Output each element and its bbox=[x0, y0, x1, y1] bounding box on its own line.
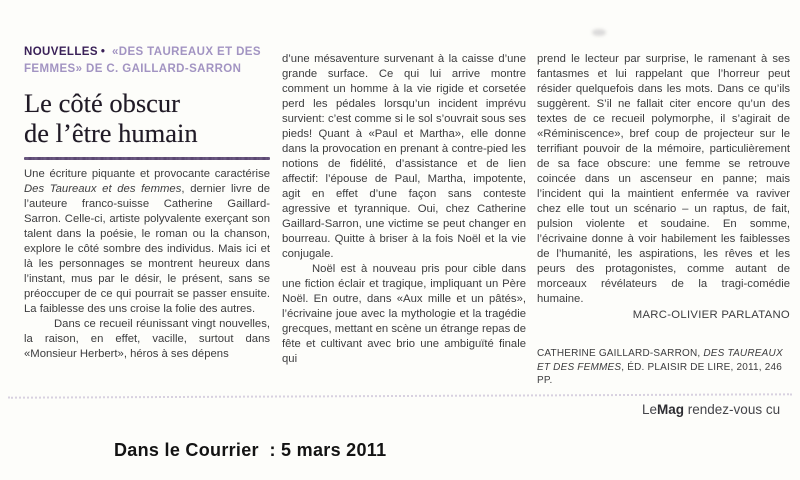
paragraph-3: d’une mésaventure survenant à la caisse d’une grande surface. Ce qui lui arrive montre comment un homme à la vie rigide et corsetée perd les pédales lorsqu’un incident imprévu survient: c’est comme si le sol s’ouvrait sous ses pieds! Quant à «Paul et Martha», elle donne dans la provocation en prenant à contre-pied les notions de fidélité, d’assistance et de lien affectif: l’épouse de Paul, Martha, impotente, agit en effet d’une façon sans conteste agressive et tyrannique. Oui, chez Catherine Gaillard-Sarron, une victime se peut changer en bourreau. Quitte à briser à la fois Noël et la vie conjugale. bbox=[282, 53, 526, 260]
book-reference bbox=[537, 347, 790, 388]
author-byline: MARC-OLIVIER PARLATANO bbox=[632, 309, 790, 321]
article-column-2 bbox=[282, 52, 526, 367]
paragraph-4: Noël est à nouveau pris pour cible dans une fiction éclair et tragique, impliquant un Père Noël. En outre, dans «Aux mille et un pâtés», l’écrivaine joue avec la mythologie et la tragédie grecques, mettant en scène un étrange repas de fête et cultivant avec brio une ambiguïté finale qui bbox=[282, 263, 526, 365]
book-title-italic: Des Taureaux et des femmes bbox=[24, 183, 182, 195]
scan-smudge bbox=[592, 29, 606, 36]
clipping-bottom-edge bbox=[8, 393, 792, 398]
lemag-masthead bbox=[642, 402, 800, 417]
headline-rule bbox=[24, 157, 270, 160]
paragraph-1-lead: Une écriture piquante et provocante caractérise bbox=[24, 168, 270, 180]
paragraph-1-rest: , dernier livre de l’auteure franco-suisse Catherine Gaillard-Sarron. Celle-ci, artiste polyvalente exerçant son talent dans la poésie, le roman ou la chanson, explore le côté sombre des individus. Mais ici et là les personnages se montrent heureux dans l’instant, mus par le désir, le présent, sans se préoccuper de ce qui pourrait se passer ensuite. La faiblesse des uns croise la folie des autres. bbox=[24, 183, 271, 315]
kicker-bullet-icon: • bbox=[100, 46, 106, 58]
article-column-3 bbox=[537, 52, 790, 388]
article-column-1 bbox=[24, 44, 270, 362]
reference-title-italic: DES TAUREAUX ET DES FEMMES bbox=[537, 348, 783, 373]
headline-line2: de l’être humain bbox=[24, 118, 198, 148]
paragraph-1 bbox=[24, 167, 270, 317]
section-kicker bbox=[24, 44, 270, 77]
paragraph-5: prend le lecteur par surprise, le ramenant à ses fantasmes et lui rappelant que l’horreur peut résider quelquefois dans les mots. Dans ce qu’ils suggèrent. S’il ne fallait citer encore qu’un des textes de ce recueil polymorphe, il s’agirait de «Réminiscence», bref coup de projecteur sur le terrifiant pouvoir de la mémoire, particulièrement de sa face obscure: une femme se retrouve coincée dans un ascenseur en panne; mais l’incident qui la maintient enfermée va raviver chez elle tout un scénario – un raptus, de fait, pulsion violente et soudaine. En somme, l’écrivaine donne à voir habilement les faiblesses de l’humanité, les aspirations, les rêves et les peurs des protagonistes, comme autant de morceaux révélateurs de la tragi-comédie humaine. bbox=[537, 53, 790, 305]
lemag-mag-bold: Mag bbox=[657, 402, 685, 417]
headline-line1: Le côté obscur bbox=[24, 88, 180, 118]
paragraph-2: Dans ce recueil réunissant vingt nouvelles, la raison, en effet, vacille, surtout dans «Monsieur Herbert», héros à ses dépens bbox=[24, 318, 270, 360]
lemag-le: Le bbox=[642, 402, 658, 417]
kicker-subject-label: «DES TAUREAUX ET DES FEMMES» DE C. GAILLARD-SARRON bbox=[24, 46, 261, 75]
reference-author: CATHERINE GAILLARD-SARRON, bbox=[537, 348, 704, 359]
kicker-section-label: NOUVELLES bbox=[24, 46, 98, 58]
lemag-tagline: rendez-vous cu bbox=[684, 402, 781, 417]
date-stamp: Dans le Courrier : 5 mars 2011 bbox=[114, 440, 387, 460]
article-headline bbox=[24, 88, 270, 148]
reference-publisher: , ÉD. PLAISIR DE LIRE, 2011, 246 PP. bbox=[537, 361, 783, 386]
